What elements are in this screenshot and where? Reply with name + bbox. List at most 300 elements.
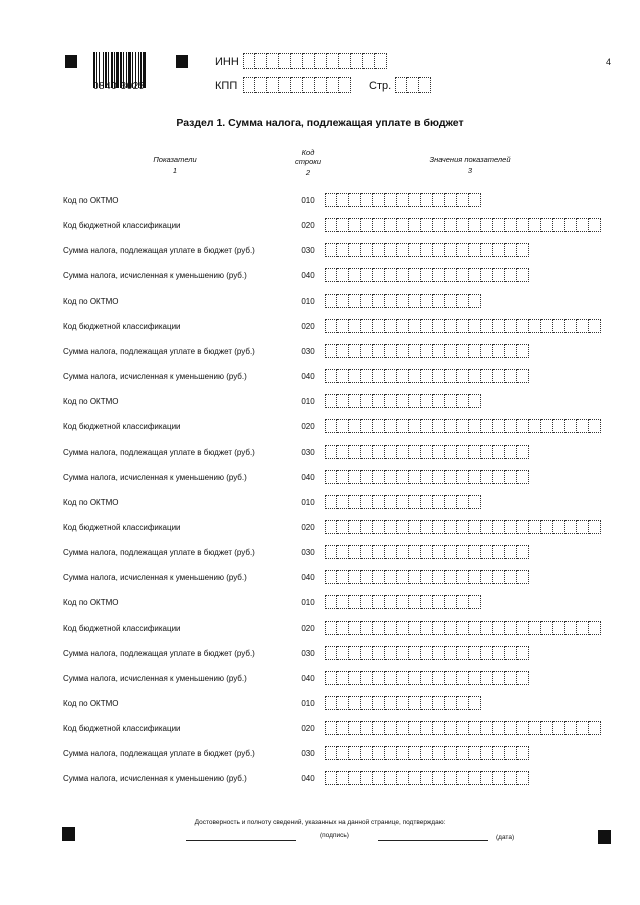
input-cell[interactable]: [469, 545, 481, 559]
input-cell[interactable]: [315, 77, 327, 93]
input-cell[interactable]: [373, 394, 385, 408]
input-cell[interactable]: [409, 671, 421, 685]
input-cell[interactable]: [279, 53, 291, 69]
input-cell[interactable]: [303, 77, 315, 93]
input-cell[interactable]: [565, 218, 577, 232]
input-cell[interactable]: [397, 319, 409, 333]
input-cell[interactable]: [553, 419, 565, 433]
input-cell[interactable]: [481, 470, 493, 484]
input-cell[interactable]: [337, 721, 349, 735]
input-cell[interactable]: [493, 520, 505, 534]
input-cell[interactable]: [361, 193, 373, 207]
input-cell[interactable]: [361, 771, 373, 785]
input-cell[interactable]: [373, 344, 385, 358]
input-cell[interactable]: [433, 294, 445, 308]
input-cell[interactable]: [349, 344, 361, 358]
input-cell[interactable]: [481, 570, 493, 584]
input-cell[interactable]: [395, 77, 407, 93]
input-cell[interactable]: [517, 470, 529, 484]
input-cell[interactable]: [337, 470, 349, 484]
input-cell[interactable]: [469, 445, 481, 459]
input-cell[interactable]: [325, 671, 337, 685]
input-cell[interactable]: [421, 495, 433, 509]
input-cell[interactable]: [517, 218, 529, 232]
input-cell[interactable]: [541, 218, 553, 232]
input-cell[interactable]: [445, 671, 457, 685]
input-cell[interactable]: [445, 294, 457, 308]
row-value-field[interactable]: [325, 646, 529, 660]
input-cell[interactable]: [493, 771, 505, 785]
row-value-field[interactable]: [325, 294, 481, 308]
row-value-field[interactable]: [325, 268, 529, 282]
input-cell[interactable]: [361, 218, 373, 232]
input-cell[interactable]: [339, 53, 351, 69]
input-cell[interactable]: [349, 294, 361, 308]
input-cell[interactable]: [385, 243, 397, 257]
row-value-field[interactable]: [325, 495, 481, 509]
input-cell[interactable]: [419, 77, 431, 93]
input-cell[interactable]: [373, 771, 385, 785]
input-cell[interactable]: [445, 721, 457, 735]
input-cell[interactable]: [349, 520, 361, 534]
input-cell[interactable]: [397, 369, 409, 383]
input-cell[interactable]: [469, 243, 481, 257]
input-cell[interactable]: [373, 545, 385, 559]
input-cell[interactable]: [409, 369, 421, 383]
input-cell[interactable]: [469, 646, 481, 660]
input-cell[interactable]: [337, 369, 349, 383]
input-cell[interactable]: [505, 570, 517, 584]
input-cell[interactable]: [373, 470, 385, 484]
input-cell[interactable]: [481, 319, 493, 333]
input-cell[interactable]: [457, 243, 469, 257]
input-cell[interactable]: [409, 193, 421, 207]
input-cell[interactable]: [291, 53, 303, 69]
input-cell[interactable]: [385, 721, 397, 735]
input-cell[interactable]: [349, 243, 361, 257]
input-cell[interactable]: [421, 545, 433, 559]
input-cell[interactable]: [541, 721, 553, 735]
input-cell[interactable]: [493, 445, 505, 459]
input-cell[interactable]: [433, 394, 445, 408]
input-cell[interactable]: [481, 721, 493, 735]
input-cell[interactable]: [469, 369, 481, 383]
input-cell[interactable]: [349, 696, 361, 710]
input-cell[interactable]: [421, 419, 433, 433]
input-cell[interactable]: [385, 495, 397, 509]
row-value-field[interactable]: [325, 319, 601, 333]
input-cell[interactable]: [385, 771, 397, 785]
input-cell[interactable]: [457, 495, 469, 509]
input-cell[interactable]: [385, 545, 397, 559]
input-cell[interactable]: [351, 53, 363, 69]
input-cell[interactable]: [505, 621, 517, 635]
input-cell[interactable]: [361, 746, 373, 760]
input-cell[interactable]: [589, 520, 601, 534]
input-cell[interactable]: [445, 243, 457, 257]
input-cell[interactable]: [337, 193, 349, 207]
input-cell[interactable]: [481, 671, 493, 685]
input-cell[interactable]: [337, 495, 349, 509]
input-cell[interactable]: [325, 771, 337, 785]
input-cell[interactable]: [327, 53, 339, 69]
input-cell[interactable]: [445, 595, 457, 609]
input-cell[interactable]: [493, 470, 505, 484]
input-cell[interactable]: [349, 445, 361, 459]
input-cell[interactable]: [433, 218, 445, 232]
input-cell[interactable]: [445, 495, 457, 509]
input-cell[interactable]: [457, 218, 469, 232]
input-cell[interactable]: [469, 696, 481, 710]
input-cell[interactable]: [325, 545, 337, 559]
row-value-field[interactable]: [325, 218, 601, 232]
input-cell[interactable]: [385, 646, 397, 660]
input-cell[interactable]: [469, 570, 481, 584]
input-cell[interactable]: [349, 419, 361, 433]
input-cell[interactable]: [457, 595, 469, 609]
input-cell[interactable]: [373, 369, 385, 383]
input-cell[interactable]: [373, 419, 385, 433]
input-cell[interactable]: [565, 721, 577, 735]
input-cell[interactable]: [457, 746, 469, 760]
input-cell[interactable]: [445, 419, 457, 433]
input-cell[interactable]: [577, 520, 589, 534]
input-cell[interactable]: [553, 520, 565, 534]
input-cell[interactable]: [541, 621, 553, 635]
row-value-field[interactable]: [325, 771, 529, 785]
input-cell[interactable]: [421, 771, 433, 785]
input-cell[interactable]: [517, 445, 529, 459]
input-cell[interactable]: [337, 445, 349, 459]
input-cell[interactable]: [589, 419, 601, 433]
input-cell[interactable]: [457, 294, 469, 308]
input-cell[interactable]: [421, 721, 433, 735]
input-cell[interactable]: [255, 77, 267, 93]
input-cell[interactable]: [325, 243, 337, 257]
input-cell[interactable]: [361, 319, 373, 333]
input-cell[interactable]: [361, 520, 373, 534]
input-cell[interactable]: [409, 470, 421, 484]
input-cell[interactable]: [361, 495, 373, 509]
input-cell[interactable]: [349, 671, 361, 685]
input-cell[interactable]: [529, 319, 541, 333]
kpp-field[interactable]: [243, 77, 351, 93]
input-cell[interactable]: [457, 646, 469, 660]
input-cell[interactable]: [469, 394, 481, 408]
input-cell[interactable]: [325, 520, 337, 534]
input-cell[interactable]: [397, 771, 409, 785]
input-cell[interactable]: [421, 294, 433, 308]
input-cell[interactable]: [325, 621, 337, 635]
input-cell[interactable]: [517, 243, 529, 257]
input-cell[interactable]: [397, 495, 409, 509]
input-cell[interactable]: [469, 294, 481, 308]
input-cell[interactable]: [409, 419, 421, 433]
input-cell[interactable]: [325, 570, 337, 584]
input-cell[interactable]: [457, 193, 469, 207]
input-cell[interactable]: [385, 696, 397, 710]
input-cell[interactable]: [457, 520, 469, 534]
input-cell[interactable]: [517, 520, 529, 534]
input-cell[interactable]: [505, 545, 517, 559]
input-cell[interactable]: [421, 394, 433, 408]
input-cell[interactable]: [421, 193, 433, 207]
input-cell[interactable]: [409, 218, 421, 232]
input-cell[interactable]: [373, 268, 385, 282]
input-cell[interactable]: [469, 746, 481, 760]
input-cell[interactable]: [373, 294, 385, 308]
input-cell[interactable]: [325, 218, 337, 232]
input-cell[interactable]: [385, 319, 397, 333]
input-cell[interactable]: [373, 319, 385, 333]
input-cell[interactable]: [589, 319, 601, 333]
input-cell[interactable]: [385, 294, 397, 308]
input-cell[interactable]: [481, 520, 493, 534]
input-cell[interactable]: [529, 621, 541, 635]
input-cell[interactable]: [457, 419, 469, 433]
input-cell[interactable]: [505, 419, 517, 433]
input-cell[interactable]: [409, 646, 421, 660]
input-cell[interactable]: [337, 419, 349, 433]
input-cell[interactable]: [493, 746, 505, 760]
input-cell[interactable]: [349, 268, 361, 282]
input-cell[interactable]: [373, 193, 385, 207]
input-cell[interactable]: [445, 696, 457, 710]
row-value-field[interactable]: [325, 243, 529, 257]
row-value-field[interactable]: [325, 545, 529, 559]
input-cell[interactable]: [589, 621, 601, 635]
input-cell[interactable]: [325, 268, 337, 282]
input-cell[interactable]: [361, 344, 373, 358]
input-cell[interactable]: [565, 419, 577, 433]
input-cell[interactable]: [337, 294, 349, 308]
input-cell[interactable]: [577, 621, 589, 635]
input-cell[interactable]: [433, 520, 445, 534]
input-cell[interactable]: [337, 268, 349, 282]
input-cell[interactable]: [385, 746, 397, 760]
input-cell[interactable]: [457, 319, 469, 333]
input-cell[interactable]: [469, 520, 481, 534]
input-cell[interactable]: [493, 721, 505, 735]
input-cell[interactable]: [361, 696, 373, 710]
input-cell[interactable]: [361, 445, 373, 459]
input-cell[interactable]: [397, 595, 409, 609]
input-cell[interactable]: [433, 671, 445, 685]
input-cell[interactable]: [481, 419, 493, 433]
input-cell[interactable]: [493, 268, 505, 282]
input-cell[interactable]: [337, 218, 349, 232]
input-cell[interactable]: [433, 545, 445, 559]
input-cell[interactable]: [363, 53, 375, 69]
input-cell[interactable]: [457, 671, 469, 685]
row-value-field[interactable]: [325, 445, 529, 459]
input-cell[interactable]: [385, 520, 397, 534]
input-cell[interactable]: [457, 470, 469, 484]
input-cell[interactable]: [397, 470, 409, 484]
input-cell[interactable]: [397, 646, 409, 660]
input-cell[interactable]: [409, 595, 421, 609]
input-cell[interactable]: [493, 419, 505, 433]
input-cell[interactable]: [385, 671, 397, 685]
input-cell[interactable]: [361, 621, 373, 635]
input-cell[interactable]: [361, 268, 373, 282]
input-cell[interactable]: [337, 746, 349, 760]
input-cell[interactable]: [349, 595, 361, 609]
input-cell[interactable]: [349, 319, 361, 333]
input-cell[interactable]: [325, 696, 337, 710]
input-cell[interactable]: [457, 621, 469, 635]
input-cell[interactable]: [421, 268, 433, 282]
input-cell[interactable]: [337, 545, 349, 559]
input-cell[interactable]: [481, 771, 493, 785]
input-cell[interactable]: [421, 218, 433, 232]
input-cell[interactable]: [421, 646, 433, 660]
input-cell[interactable]: [445, 771, 457, 785]
input-cell[interactable]: [409, 319, 421, 333]
input-cell[interactable]: [577, 419, 589, 433]
input-cell[interactable]: [337, 319, 349, 333]
input-cell[interactable]: [469, 319, 481, 333]
input-cell[interactable]: [349, 646, 361, 660]
input-cell[interactable]: [433, 646, 445, 660]
row-value-field[interactable]: [325, 621, 601, 635]
input-cell[interactable]: [553, 218, 565, 232]
input-cell[interactable]: [517, 746, 529, 760]
row-value-field[interactable]: [325, 570, 529, 584]
input-cell[interactable]: [373, 621, 385, 635]
input-cell[interactable]: [349, 218, 361, 232]
input-cell[interactable]: [409, 344, 421, 358]
input-cell[interactable]: [373, 671, 385, 685]
input-cell[interactable]: [469, 268, 481, 282]
input-cell[interactable]: [433, 495, 445, 509]
input-cell[interactable]: [445, 344, 457, 358]
input-cell[interactable]: [409, 696, 421, 710]
input-cell[interactable]: [469, 721, 481, 735]
input-cell[interactable]: [577, 218, 589, 232]
input-cell[interactable]: [481, 646, 493, 660]
input-cell[interactable]: [361, 369, 373, 383]
input-cell[interactable]: [409, 394, 421, 408]
input-cell[interactable]: [481, 243, 493, 257]
input-cell[interactable]: [397, 721, 409, 735]
input-cell[interactable]: [385, 344, 397, 358]
input-cell[interactable]: [469, 495, 481, 509]
input-cell[interactable]: [457, 394, 469, 408]
input-cell[interactable]: [517, 721, 529, 735]
input-cell[interactable]: [457, 369, 469, 383]
input-cell[interactable]: [325, 721, 337, 735]
input-cell[interactable]: [325, 495, 337, 509]
input-cell[interactable]: [243, 77, 255, 93]
input-cell[interactable]: [337, 570, 349, 584]
input-cell[interactable]: [589, 721, 601, 735]
input-cell[interactable]: [433, 319, 445, 333]
input-cell[interactable]: [349, 369, 361, 383]
input-cell[interactable]: [409, 570, 421, 584]
input-cell[interactable]: [469, 470, 481, 484]
input-cell[interactable]: [505, 218, 517, 232]
input-cell[interactable]: [325, 394, 337, 408]
input-cell[interactable]: [445, 570, 457, 584]
input-cell[interactable]: [469, 218, 481, 232]
input-cell[interactable]: [243, 53, 255, 69]
row-value-field[interactable]: [325, 595, 481, 609]
input-cell[interactable]: [421, 344, 433, 358]
input-cell[interactable]: [325, 470, 337, 484]
input-cell[interactable]: [361, 294, 373, 308]
date-line[interactable]: [378, 840, 488, 841]
input-cell[interactable]: [409, 294, 421, 308]
input-cell[interactable]: [267, 53, 279, 69]
input-cell[interactable]: [469, 193, 481, 207]
input-cell[interactable]: [409, 445, 421, 459]
input-cell[interactable]: [493, 319, 505, 333]
input-cell[interactable]: [505, 721, 517, 735]
input-cell[interactable]: [385, 193, 397, 207]
input-cell[interactable]: [577, 721, 589, 735]
input-cell[interactable]: [325, 746, 337, 760]
input-cell[interactable]: [361, 470, 373, 484]
row-value-field[interactable]: [325, 419, 601, 433]
input-cell[interactable]: [445, 218, 457, 232]
input-cell[interactable]: [481, 545, 493, 559]
input-cell[interactable]: [589, 218, 601, 232]
input-cell[interactable]: [327, 77, 339, 93]
input-cell[interactable]: [529, 218, 541, 232]
input-cell[interactable]: [481, 218, 493, 232]
input-cell[interactable]: [385, 369, 397, 383]
input-cell[interactable]: [397, 294, 409, 308]
input-cell[interactable]: [397, 746, 409, 760]
input-cell[interactable]: [529, 419, 541, 433]
input-cell[interactable]: [361, 394, 373, 408]
input-cell[interactable]: [505, 369, 517, 383]
input-cell[interactable]: [361, 545, 373, 559]
input-cell[interactable]: [303, 53, 315, 69]
input-cell[interactable]: [493, 218, 505, 232]
input-cell[interactable]: [433, 369, 445, 383]
input-cell[interactable]: [361, 721, 373, 735]
input-cell[interactable]: [529, 721, 541, 735]
input-cell[interactable]: [457, 570, 469, 584]
input-cell[interactable]: [421, 470, 433, 484]
input-cell[interactable]: [421, 595, 433, 609]
input-cell[interactable]: [421, 369, 433, 383]
input-cell[interactable]: [397, 218, 409, 232]
input-cell[interactable]: [517, 771, 529, 785]
input-cell[interactable]: [481, 621, 493, 635]
input-cell[interactable]: [469, 621, 481, 635]
input-cell[interactable]: [409, 520, 421, 534]
input-cell[interactable]: [517, 646, 529, 660]
input-cell[interactable]: [397, 570, 409, 584]
input-cell[interactable]: [433, 696, 445, 710]
input-cell[interactable]: [337, 646, 349, 660]
input-cell[interactable]: [349, 621, 361, 635]
input-cell[interactable]: [565, 319, 577, 333]
input-cell[interactable]: [457, 771, 469, 785]
input-cell[interactable]: [349, 746, 361, 760]
input-cell[interactable]: [349, 570, 361, 584]
input-cell[interactable]: [325, 294, 337, 308]
input-cell[interactable]: [397, 344, 409, 358]
input-cell[interactable]: [325, 445, 337, 459]
input-cell[interactable]: [457, 268, 469, 282]
input-cell[interactable]: [457, 445, 469, 459]
input-cell[interactable]: [339, 77, 351, 93]
input-cell[interactable]: [397, 193, 409, 207]
